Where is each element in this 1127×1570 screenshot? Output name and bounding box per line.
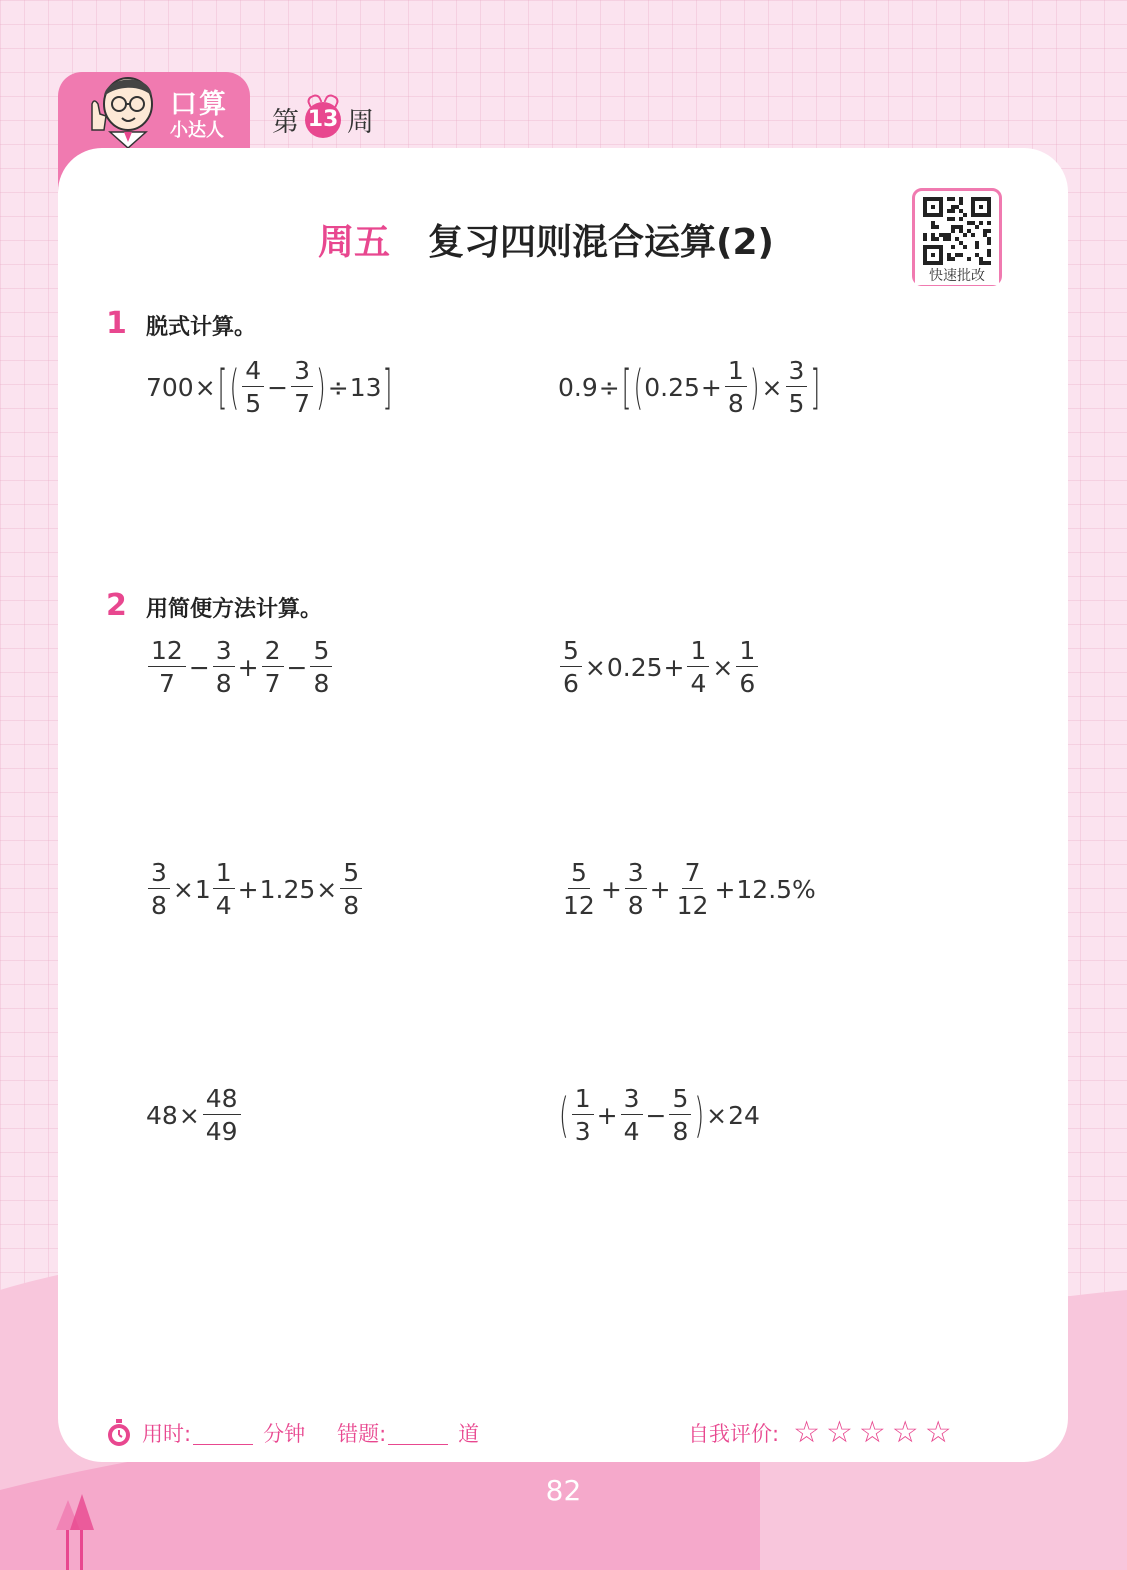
bracket: [ [621,359,632,415]
number: 0.9 [558,372,598,402]
numerator: 7 [682,860,704,889]
numerator: 12 [148,638,186,667]
numerator: 5 [560,638,582,667]
fraction [291,358,313,416]
fraction [687,638,709,696]
numerator: 1 [687,638,709,667]
bracket: ( [559,1087,569,1143]
operator: × [706,1100,728,1130]
tree-decoration-icon [52,1490,102,1570]
numerator: 5 [568,860,590,889]
errors-input[interactable] [388,1422,448,1445]
numerator: 2 [262,638,284,667]
denominator: 12 [676,891,709,920]
numerator: 1 [736,638,758,667]
denominator: 8 [151,891,167,920]
operator: − [267,372,289,402]
brand-title: 口算 [170,89,228,120]
fraction [786,358,808,416]
fraction [148,638,186,696]
fraction [262,638,284,696]
numerator: 3 [213,638,235,667]
number: 13 [349,372,382,402]
denominator: 7 [294,389,310,418]
operator: × [194,372,216,402]
denominator: 7 [264,669,281,698]
rating-star-icon[interactable]: ☆ [891,1415,919,1450]
bracket: ( [633,359,644,415]
week-suffix: 周 [347,107,374,138]
fraction [148,860,170,918]
section-2-number: 2 [106,588,127,623]
fraction [621,1086,643,1144]
fraction [203,1086,241,1144]
numerator: 48 [203,1086,241,1115]
page-title [318,214,774,265]
denominator: 8 [727,389,744,418]
bracket: ) [694,1087,705,1143]
denominator: 6 [739,669,756,698]
number: 24 [728,1100,760,1130]
denominator: 8 [627,891,644,920]
fraction [669,1086,691,1144]
denominator: 8 [215,669,232,698]
numerator: 5 [310,638,332,667]
number: 0.25 [606,652,663,682]
numerator: 5 [340,860,362,889]
section-1-number: 1 [106,306,127,341]
bracket: ( [229,359,240,415]
stopwatch-icon [106,1419,132,1447]
operator: − [286,652,308,682]
qr-caption: 快速批改 [915,265,999,285]
operator: + [237,652,259,682]
footer-stats [106,1418,479,1448]
week-prefix: 第 [272,107,299,138]
number: 1 [194,874,211,904]
problem-2c [146,860,364,918]
fraction [674,860,712,918]
week-number-badge: 13 [305,102,341,138]
self-rating [688,1415,952,1450]
numerator: 3 [786,358,808,387]
denominator: 4 [690,669,707,698]
title-day: 周五 [318,222,391,263]
bracket: ] [382,359,393,415]
fraction [213,638,235,696]
rating-star-icon[interactable]: ☆ [825,1415,853,1450]
rating-stars [787,1415,952,1450]
operator: − [645,1100,667,1130]
problem-2e [146,1086,243,1144]
number: 12.5% [736,874,816,904]
page-number: 82 [545,1474,582,1507]
denominator: 49 [205,1117,238,1146]
operator: + [596,1100,618,1130]
denominator: 7 [158,669,175,698]
denominator: 5 [245,389,262,418]
denominator: 4 [623,1117,640,1146]
rating-label: 自我评价: [688,1422,780,1446]
errors-unit: 道 [458,1422,480,1446]
operator: + [663,652,685,682]
week-label [272,100,374,139]
number: 700 [146,372,194,402]
problem-2f [558,1086,760,1144]
operator: + [237,874,259,904]
number: 0.25 [644,372,700,402]
qr-code-icon [923,197,991,265]
qr-code[interactable] [912,188,1002,286]
fraction [242,358,264,416]
problem-1b [558,358,821,416]
numerator: 1 [725,358,747,387]
operator: + [714,874,736,904]
bracket: ) [749,359,760,415]
denominator: 4 [215,891,232,920]
section-2-title: 用简便方法计算。 [146,597,323,622]
brand-subtitle: 小达人 [170,120,224,141]
time-unit: 分钟 [263,1422,306,1446]
number: 48 [146,1100,178,1130]
operator: × [712,652,734,682]
operator: + [649,874,671,904]
title-text: 复习四则混合运算(2) [428,222,774,263]
fraction [725,358,747,416]
section-1-title: 脱式计算。 [146,315,257,340]
operator: × [761,372,783,402]
denominator: 5 [788,389,805,418]
errors-label: 错题: [337,1422,387,1446]
operator: × [178,1100,200,1130]
numerator: 4 [242,358,264,387]
worksheet-card [58,148,1068,1462]
denominator: 6 [563,669,579,698]
problem-1a [146,358,393,416]
numerator: 3 [148,860,170,889]
bracket: ) [315,359,326,415]
fraction [560,638,582,696]
time-label: 用时: [142,1422,192,1446]
operator: × [172,874,194,904]
fraction [213,860,235,918]
numerator: 1 [572,1086,594,1115]
problem-2b [558,638,760,696]
fraction [625,860,647,918]
operator: × [584,652,606,682]
denominator: 8 [313,669,330,698]
operator: − [188,652,210,682]
fraction [572,1086,594,1144]
problem-2d [558,860,816,918]
mascot-illustration [80,70,170,150]
fraction [310,638,332,696]
rating-star-icon[interactable]: ☆ [924,1415,952,1450]
rating-star-icon[interactable]: ☆ [858,1415,886,1450]
numerator: 3 [625,860,647,889]
operator: + [700,372,722,402]
operator: + [600,874,622,904]
problem-2a [146,638,334,696]
rating-star-icon[interactable]: ☆ [793,1415,820,1450]
bracket: [ [217,359,228,415]
numerator: 3 [291,358,313,387]
denominator: 8 [672,1117,689,1146]
time-input[interactable] [193,1422,253,1445]
operator: ÷ [327,372,349,402]
denominator: 12 [563,891,595,920]
numerator: 5 [669,1086,691,1115]
number: 1.25 [259,874,316,904]
bracket: ] [810,359,821,415]
numerator: 3 [621,1086,643,1115]
denominator: 3 [574,1117,591,1146]
fraction [340,860,362,918]
denominator: 8 [343,891,360,920]
numerator: 1 [213,860,235,889]
operator: × [316,874,338,904]
fraction [560,860,598,918]
operator: ÷ [598,372,620,402]
fraction [736,638,758,696]
